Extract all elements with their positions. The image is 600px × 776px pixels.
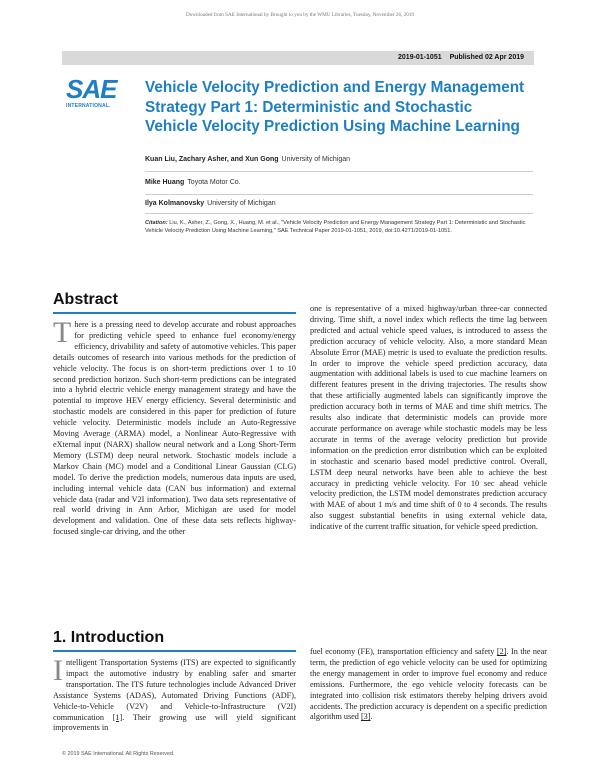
intro-text-2a: fuel economy (FE), transportation efficiency and safety [310, 647, 497, 656]
dropcap: I [53, 654, 63, 687]
author-affiliation: Toyota Motor Co. [187, 179, 241, 186]
citation-text: Liu, K., Asher, Z., Gong, X., Huang, M. et al., "Vehicle Velocity Prediction and Energy Management Strategy Part 1: Deterministic and Stochastic Vehicle Velocity Prediction Using Machine Learning," SAE Technical Paper 2019-01-1051, 2019, doi:10.4271/2019-01-1051. [145, 220, 526, 235]
download-note: Downloaded from SAE International by Brought to you by the WMU Libraries, Tuesday, November 26, 2019 [185, 12, 415, 18]
logo-main-text: SAE [66, 74, 117, 104]
divider [145, 171, 533, 172]
intro-col-1 [53, 654, 296, 734]
publish-date: Published 02 Apr 2019 [449, 54, 524, 61]
heading-rule [53, 312, 296, 314]
author-names: Kuan Liu, Zachary Asher, and Xun Gong [145, 156, 279, 163]
paper-info-bar [62, 51, 534, 65]
author-line-2 [145, 179, 525, 186]
reference-link[interactable]: [1] [112, 712, 123, 722]
abstract-col-2 [310, 304, 547, 533]
author-names: Mike Huang [145, 179, 185, 186]
author-affiliation: University of Michigan [281, 156, 351, 163]
abstract-col-1 [53, 316, 296, 538]
paper-number: 2019-01-1051 [398, 54, 442, 61]
logo-sub-text: INTERNATIONAL. [66, 103, 111, 109]
footer-copyright: © 2019 SAE International. All Rights Reserved. [62, 751, 175, 757]
abstract-text-2: one is representative of a mixed highway/urban three-car connected driving. Time shift, a novel index which reflects the time lag between predicted and actual vehicle speed values, is introduced to assess the prediction accuracy of vehicle velocity. Also, a more standard Mean Absolute Error (MAE) metric is used to evaluate the prediction results. In order to improve the vehicle speed prediction accuracy, data augmentation with additional labels is used to cue machine learners on different features present in the driving trajectories. The results show that these artificially augmented labels can significantly improve the prediction accuracy both in terms of MAE and time shift metrics. The results also indicate that deterministic models can provide more accurate performance on average while stochastic models may be less accurate in terms of the average velocity prediction but provide information on the prediction error distribution which can be exploited in stochastic and scenario based model predictive control. Overall, LSTM deep neural networks have been able to achieve the best accuracy in predicting vehicle velocity. For 10 sec ahead vehicle velocity prediction, the LSTM model demonstrates prediction accuracy with MAE of about 1 m/s and time shift of 0 to 4 seconds. The results also suggest substantial benefits in using external vehicle data, indicative of the current traffic situation, for vehicle speed prediction. [310, 304, 547, 532]
paper-title: Vehicle Velocity Prediction and Energy Management Strategy Part 1: Deterministic and Stochastic Vehicle Velocity Prediction Using Machine Learning [145, 79, 525, 135]
abstract-heading: Abstract [53, 291, 118, 308]
dropcap: T [53, 316, 72, 349]
author-line-1 [145, 156, 525, 163]
intro-text-1b: . Their growing use will yield significant improvements in [53, 712, 296, 733]
heading-rule [53, 650, 296, 652]
intro-text-2c: . [370, 712, 373, 722]
reference-link[interactable]: [2] [496, 647, 507, 656]
author-affiliation: University of Michigan [207, 200, 276, 207]
sae-logo [66, 76, 122, 109]
intro-heading: 1. Introduction [53, 629, 165, 646]
intro-text-2b: . In the near term, the prediction of ego vehicle velocity can be used for optimizing the energy management in order to improve fuel economy and reduce emissions. Furthermore, the ego vehicle velocity forecasts can be integrated into collision risk estimators thereby helping drivers avoid accidents. The prediction accuracy is dependent on a specific prediction algorithm used [310, 647, 547, 722]
author-names: Ilya Kolmanovsky [145, 200, 205, 207]
divider [145, 194, 533, 195]
intro-col-2 [310, 647, 547, 723]
citation-label: Citation: [145, 220, 168, 226]
citation [145, 219, 530, 236]
intro-text-1a: ntelligent Transportation Systems (ITS) are expected to significantly impact the automotive industry by enabling safer and smarter transportation. The ITS future technologies include Advanced Driver Assistance Systems (ADAS), Automated Driving Functions (ADF), Vehicle-to-Vehicle (V2V) and Vehicle-to-Infrastructure (V2I) communication [53, 658, 296, 722]
abstract-text-1: here is a pressing need to develop accurate and robust approaches for predicting vehicle speed to enhance fuel economy/energy efficiency, drivability and safety of automotive vehicles. This paper details outcomes of research into various methods for the prediction of vehicle velocity. The focus is on short-term predictions over 1 to 10 second prediction horizon. Such short-term predictions can be integrated into a hybrid electric vehicle energy management strategy and have the potential to improve HEV energy efficiency. Several deterministic and stochastic models are considered in this paper for prediction of future vehicle velocity. Deterministic models include an Auto-Regressive Moving Average (ARMA) model, a Nonlinear Auto-Regressive with eXternal input (NARX) shallow neural network and a Long Short-Term Memory (LSTM) deep neural network. Stochastic models include a Markov Chain (MC) model and a Conditional Linear Gaussian (CLG) model. To derive the prediction models, numerous data inputs are used, including internal vehicle data (CAN bus information) and external vehicle data (radar and V2I information). Two data sets representative of real world driving in Ann Arbor, Michigan are used for model development and validation. One of these data sets reflects highway-focused single-car driving, and the other [53, 320, 296, 537]
reference-link[interactable]: [3] [360, 712, 371, 722]
divider [145, 213, 533, 214]
author-line-3 [145, 200, 525, 207]
